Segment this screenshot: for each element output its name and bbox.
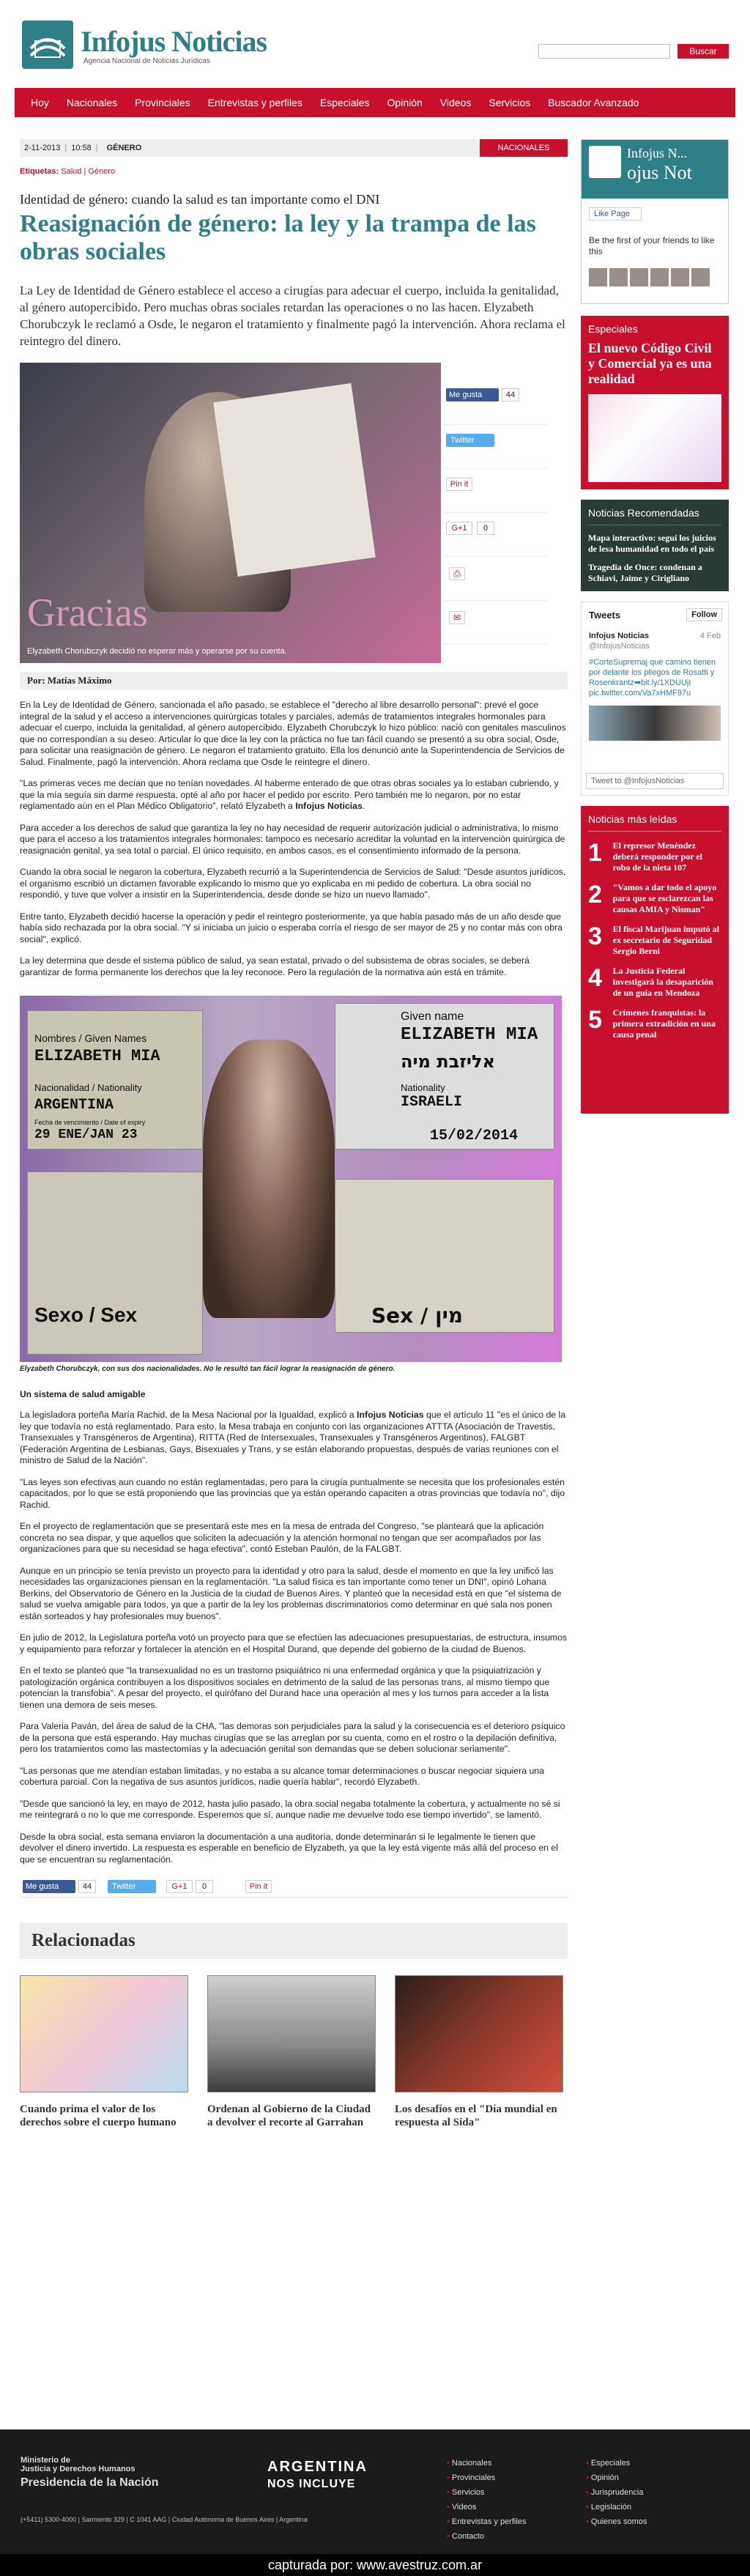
most-read-title[interactable]: Crímenes franquistas: la primera extradición en una causa penal [612, 1007, 716, 1040]
img-text: Sexo / Sex [34, 1303, 138, 1326]
email-row [443, 601, 548, 645]
tweet-author-name[interactable]: Infojus Noticias [589, 632, 649, 640]
nav-servicios[interactable]: Servicios [489, 97, 531, 108]
related-item[interactable] [20, 1975, 188, 2129]
fb-share-row [443, 381, 548, 425]
recommended-item[interactable]: Tragedia de Once: condenan a Schiavi, Jaime y Cirigliano [588, 562, 702, 583]
nav-provinciales[interactable]: Provinciales [135, 97, 190, 108]
tweets-heading [582, 602, 728, 628]
fb-cover [582, 140, 728, 199]
img-text: Nacionalidad / Nationality [34, 1082, 142, 1093]
tweet-to-input[interactable]: Tweet to @InfojusNoticias [586, 773, 724, 789]
related-heading: Relacionadas [20, 1922, 568, 1959]
pin-share-row [443, 469, 548, 513]
fb-cover-text: ojus Not [627, 162, 692, 183]
side-share-column [443, 381, 548, 645]
footer-link[interactable]: • Nacionales [447, 2456, 526, 2470]
nav-entrevistas[interactable]: Entrevistas y perfiles [207, 97, 302, 108]
fb-like-page-button[interactable]: Like Page [589, 207, 642, 221]
gplus-count-bottom: 0 [196, 1880, 213, 1893]
related-thumb[interactable] [20, 1975, 188, 2092]
especiales-title[interactable]: El nuevo Código Civil y Comercial ya es una realidad [588, 341, 712, 386]
text: que el artículo 11 "es el único de la ley que todavía no está reglamentado. Para esto, la Mesa trabaja en conjunto con las organizaciones ATTTA (Asociación de Travestis, Transexuales y Transgéneros de Argentina), RITTA (Red de Intersexuales, Transexuales y Transgéneros Argentinos), FALGBT (Federación Argentina de Lesbianas, Gays, Bisexuales y Trans, y se están elaborando propuestas, después de varias reuniones con el ministro de Salud de la Nación". [20, 1410, 566, 1465]
related-title[interactable]: Ordenan al Gobierno de la Ciudad a devolver el recorte al Garrahan [207, 2103, 371, 2128]
most-read-widget [581, 806, 729, 1114]
fb-like-button-bottom[interactable]: Me gusta [23, 1880, 75, 1893]
pin-button[interactable]: Pin it [446, 478, 472, 491]
ministry-line: Justicia y Derechos Humanos [21, 2465, 135, 2473]
email-icon[interactable]: ✉ [449, 611, 465, 624]
img-text: Nombres / Given Names [34, 1032, 147, 1044]
paragraph: "Desde que sancionó la ley, en mayo de 2012, hasta julio pasado, la obra social negaba totalmente la cobertura, y actualmente no sé si me reintegrará o no lo que me corresponde. Esperemos que sí, aunque nadie me devuelve todo ese tiempo invertido", se lamentó. [20, 1798, 560, 1820]
paragraph: Desde la obra social, esta semana enviaron la documentación a una auditoría, donde determinarán si le legalmente le tienen que devolver el dinero invertido. La respuesta es esperable en beneficio de Elyzabeth, ya que la ley está vigente más allá del proceso en el que se encuentran su reglamentación. [20, 1831, 558, 1865]
tweet-button-bottom[interactable]: Twitter [108, 1880, 156, 1893]
most-read-item[interactable] [588, 966, 721, 999]
hero-overlay-text: Gracias [27, 591, 148, 634]
fb-page-logo[interactable] [589, 146, 621, 178]
fb-friend-avatar[interactable] [650, 268, 669, 286]
text: . [362, 801, 365, 811]
hero-paper [213, 383, 376, 577]
related-item[interactable] [395, 1975, 563, 2129]
article-section[interactable]: GÉNERO [106, 144, 142, 152]
paragraph: Aunque en un principio se tenía previsto un proyecto para la identidad y otro para la salud, desde el momento en que la ley unificó las necesidades las organizaciones piensan en la reglamentación. "La salud física es tan importante como tener un DNI", opinó Lohana Berkins, del Observatorio de Género en la Justicia de la ciudad de Buenos Aires. Y planteó que la necesidad está en que "el sistema de salud se vuelva amigable para todos, ya que a partir de la ley los problemas discriminatorios como determinar en qué sala nos ponen están sorteados y hay profesionales muy buenos". [20, 1565, 562, 1621]
site-logo[interactable] [22, 21, 267, 69]
img-text: ISRAELI [401, 1094, 463, 1111]
tweet-handle[interactable]: @InfojusNoticias [589, 642, 650, 651]
tweet-date[interactable]: 4 Feb [699, 632, 721, 640]
paragraph: "Las leyes son efectivas aun cuando no están reglamentadas, pero para la cirugía puntualmente se necesita que los profesionales estén capacitados, por lo que se está proponiendo que las provincias que ya están operando capaciten a otras provincias que todavía no", dijo Rachid. [20, 1476, 565, 1510]
most-read-title[interactable]: El fiscal Marijuan imputó al ex secretario de Seguridad Sergio Berni [612, 924, 719, 956]
related-thumb[interactable] [395, 1975, 563, 2092]
footer-link[interactable]: • Provinciales [447, 2470, 526, 2485]
rank-number: 1 [588, 839, 602, 867]
text: "Las primeras veces me decían que no tenían novedades. Al haberme enterado de que otras obras sociales ya lo estaban cubriendo, y que la mía seguía sin darme respuesta, opté al año por hacer el pedido por escrito. Pero también me lo negaron, por no estar reglamentado aún en el Plan Médico Obligatorio", relató Elyzabeth a [20, 778, 559, 811]
nav-buscador[interactable]: Buscador Avanzado [548, 97, 639, 108]
passports-caption: Elyzabeth Chorubczyk, con sus dos nacionalidades. No le resultó tan fácil lograr la reasignación de género. [20, 1365, 396, 1373]
ministry-label[interactable] [21, 2456, 135, 2473]
tags: Etiquetas: Salud | Género [20, 167, 116, 176]
img-text: ELIZABETH MIA [401, 1025, 538, 1045]
gplus-count: 0 [477, 522, 494, 535]
footer-link[interactable]: • Videos [447, 2500, 526, 2514]
capture-credit: capturada por: www.avestruz.com.ar [0, 2554, 750, 2576]
img-text: Given name [401, 1010, 464, 1023]
recommended-heading: Noticias Recomendadas [588, 507, 721, 525]
print-row [443, 557, 548, 601]
paragraph [20, 778, 568, 813]
logo-icon [22, 21, 73, 69]
most-read-title[interactable]: "Vamos a dar todo el apoyo para que se esclarezcan las causas AMIA y Nisman" [612, 882, 717, 914]
header [0, 0, 750, 88]
text-bold: Infojus Noticias [295, 801, 363, 811]
footer-address: (+5411) 5300-4000 | Sarmiento 329 | C 1041 AAG | Ciudad Autónoma de Buenos Aires | Argentina [21, 2516, 308, 2523]
especiales-heading: Especiales [588, 323, 638, 335]
fb-like-count-bottom: 44 [78, 1880, 96, 1893]
footer-link[interactable]: • Contacto [447, 2529, 526, 2544]
search-input[interactable] [538, 44, 670, 59]
img-text: אליזבת מיה [401, 1051, 495, 1072]
rank-number: 3 [588, 922, 602, 950]
nav-opinion[interactable]: Opinión [387, 97, 423, 108]
search-button[interactable]: Buscar [677, 44, 729, 59]
brand-name: Infojus Noticias [81, 25, 267, 58]
nav-nacionales[interactable]: Nacionales [66, 97, 118, 108]
gplus-button-bottom[interactable]: G+1 [166, 1880, 193, 1893]
fb-friend-avatar[interactable] [589, 268, 607, 286]
tw-share-row [443, 425, 548, 469]
fb-page-title[interactable]: Infojus N... [627, 146, 687, 160]
paragraph: En el texto se planteó que "la transexualidad no es un trastorno psiquiátrico ni una enfermedad orgánica y que la psiquiatrización y patologización orgánica contribuyen a los dispositivos sociales en detrimento de la salud de las personas trans, al mismo tiempo que potencian la transfobia". A pesar del proyecto, el quirófano del Durand hace una operación al mes y los turnos para acceder a la lista tienen una demora de seis meses. [20, 1665, 550, 1710]
nav-videos[interactable]: Videos [439, 97, 472, 108]
footer-link[interactable]: • Opinión [586, 2470, 647, 2485]
related-item[interactable] [207, 1975, 376, 2129]
paragraph: Entre tanto, Elyzabeth decidió hacerse la operación y pedir el reintegro posteriormente, ya que había pasado más de un año desde que había sido rechazada por la obra social. "Y si iniciaba un juicio o esperaba corría el riesgo de ser mayor de 25 y no contar más con obra social", explicó. [20, 911, 563, 944]
most-read-title[interactable]: La Justicia Federal investigará la desaparición de un guía en Mendoza [612, 966, 713, 998]
gplus-button[interactable]: G+1 [446, 522, 472, 535]
subheading: Un sistema de salud amigable [20, 1389, 146, 1399]
fb-friend-avatar[interactable] [630, 268, 648, 286]
tweet-text[interactable]: #CorteSupremaj que camino tienen por delante los pliegos de Rosatti y Rosenkrantz➡bit.ly/1XDUUjI pic.twitter.com/Va7xHMF97u [589, 658, 716, 697]
fb-like-count: 44 [502, 388, 519, 401]
text: La legisladora porteña María Rachid, de la Mesa Nacional por la Igualdad, explicó a [20, 1410, 357, 1420]
most-read-item[interactable] [588, 840, 721, 873]
tweets-title: Tweets [589, 610, 621, 621]
article-body [20, 700, 568, 1865]
related-title[interactable]: Los desafíos en el "Día mundial en respuesta al Sida" [395, 2103, 557, 2128]
footer-link[interactable]: • Legislación [586, 2500, 647, 2514]
tag-salud[interactable]: Salud [61, 167, 82, 176]
presidency-label[interactable]: Presidencia de la Nación [21, 2476, 159, 2489]
text-bold: Infojus Noticias [357, 1410, 424, 1420]
article-kicker: Identidad de género: cuando la salud es tan importante como el DNI [20, 192, 380, 207]
id-card-left-lower [27, 1172, 203, 1355]
article-title: Reasignación de género: la ley y la trampa de las obras sociales [20, 210, 536, 265]
img-text: Fecha de vencimiento / Date of expiry [34, 1119, 146, 1126]
img-text: ELIZABETH MIA [34, 1047, 160, 1065]
print-icon[interactable]: ⎙ [449, 567, 465, 580]
gplus-share-row [443, 513, 548, 557]
tags-label: Etiquetas: [20, 167, 59, 176]
img-text: 15/02/2014 [430, 1128, 519, 1144]
portrait [203, 1040, 335, 1318]
fb-like-button[interactable]: Me gusta [446, 388, 499, 401]
paragraph: Cuando la obra social le negaron la cobertura, Elyzabeth recurrió a la Superintendencia de Servicios de Salud: "Desde asuntos jurídicos, el organismo escribió un dictamen favorable explicando lo mismo que yo explicaba en mi pedido de cobertura. La obra social no respondió, y tuve que volver a insistir en la Superintendencia, desde donde se hizo un nuevo llamado". [20, 867, 566, 900]
related-title[interactable]: Cuando prima el valor de los derechos sobre el cuerpo humano [20, 2103, 177, 2128]
footer-link[interactable]: • Especiales [586, 2456, 647, 2470]
hero-image [20, 363, 441, 663]
section-badge[interactable]: NACIONALES [480, 139, 568, 157]
fb-friend-avatar[interactable] [671, 268, 689, 286]
argentina-logo-sub: NOS INCLUYE [267, 2478, 356, 2490]
article-date: 2-11-2013 [24, 144, 61, 152]
paragraph: En el proyecto de reglamentación que se presentará este mes en la mesa de entrada del Congreso, "se planteará que la aplicación concreta no sea dispar, y que aquellos que soliciten la adecuación y la atención hormonal no tengan que ser acompañados por las organizaciones para que su necesidad se haga efectiva", contó Esteban Paulón, de la FALGBT. [20, 1521, 544, 1554]
paragraph: "Las personas que me atendían estaban limitadas, y no estaba a su alcance tomar determinaciones o buscar negociar siquiera una cobertura parcial. Con la negativa de sus asuntos jurídicos, nadie quería hablar", recordó Elyzabeth. [20, 1765, 544, 1787]
fb-friend-avatar[interactable] [691, 268, 710, 286]
paragraph [20, 1410, 568, 1467]
recommended-widget [581, 500, 729, 591]
most-read-heading: Noticias más leídas [588, 813, 721, 832]
fb-friend-avatar[interactable] [609, 268, 628, 286]
footer-links-col1 [447, 2456, 526, 2544]
brand-tagline: Agencia Nacional de Noticias Jurídicas [83, 57, 210, 65]
paragraph: La ley determina que desde el sistema público de salud, ya sean estatal, privado o del subsistema de obras sociales, se deberá garantizar de forma permanente los derechos que la ley reconoce. Pero la regulación de la normativa aún está en trámite. [20, 955, 530, 977]
especiales-widget[interactable] [581, 316, 729, 489]
article-meta: 2-11-2013 | 10:58 | GÉNERO NACIONALES [20, 139, 568, 157]
recommended-item[interactable]: Mapa interactivo: seguí los juicios de lesa humanidad en todo el país [588, 533, 716, 554]
footer-link[interactable]: • Entrevistas y perfiles [447, 2514, 526, 2529]
rank-number: 5 [588, 1006, 602, 1034]
footer-link[interactable]: • Jurisprudencia [586, 2485, 647, 2500]
article-time: 10:58 [71, 144, 92, 152]
tag-genero[interactable]: Género [88, 167, 116, 176]
paragraph: En la Ley de Identidad de Género, sancionada el año pasado, se establece el "derecho al libre desarrollo personal": prevé el goce integral de la salud y el acceso a intervenciones quirúrgicas totales y parciales, además de tratamientos integrales hormonales para adecuar el cuerpo, incluida la genitalidad, al género autopercibido. Elyzabeth Chorubczyk lo hizo público: nació con genitales masculinos que no correspondían a su deseo. Articular lo que dice la ley con la práctica no fue tan fácil cuando se presentó a su obra social, Osde, para solicitar una reasignación de género. Le negaron el tratamiento gratuito. Ella los denunció ante la Superintendencia de Servicios de Salud. Finalmente, pagó la intervención. Ahora reclama que Osde le reintegre el dinero. [20, 700, 566, 767]
tweet-author[interactable] [582, 628, 728, 654]
footer-links-col2 [586, 2456, 647, 2529]
most-read-item[interactable] [588, 924, 721, 957]
facebook-widget [581, 139, 729, 304]
author-line: Por: Matías Máximo [20, 672, 568, 689]
footer-link[interactable]: • Quienes somos [586, 2514, 647, 2529]
sidebar [581, 139, 729, 1114]
passports-image [20, 996, 562, 1362]
paragraph: En julio de 2012, la Legislatura porteña votó un proyecto para que se efectúen las adecuaciones presupuestarias, de estructura, insumos y equipamiento para reforzar y fortalecer la atención en el Hospital Durand, que depende del gobierno de la ciudad de Buenos. [20, 1632, 568, 1654]
hero-caption: Elyzabeth Chorubczyk decidió no esperar más y operarse por su cuenta. [27, 647, 287, 656]
rank-number: 2 [588, 881, 602, 908]
argentina-logo: ARGENTINA [267, 2459, 368, 2475]
pin-button-bottom[interactable]: Pin it [245, 1880, 272, 1893]
twitter-follow-button[interactable]: Follow [686, 608, 722, 621]
main-nav [15, 88, 735, 117]
nav-hoy[interactable]: Hoy [31, 97, 49, 108]
fb-friends-text: Be the first of your friends to like this [589, 235, 715, 256]
paragraph: Para Valeria Paván, del área de salud de la CHA, "las demoras son perjudiciales para la salud y la consecuencia es el deterioro psíquico de la persona que está esperando. Hay muchas cirugías que se las arreglan por su cuenta, como en el rostro o la depilación definitiva, pero los tratamientos como las mastectomías y la adecuación genital son demandas que se deben solucionar seriamente". [20, 1721, 565, 1754]
article-lead: La Ley de Identidad de Género establece el acceso a cirugías para adecuar el cuerpo, incluida la genitalidad, al género autopercibido. Pero muchas obras sociales retardan las operaciones o no las hacen. Elyzabeth Chorubczyk le reclamó a Osde, le negaron el tratamiento y finalmente pagó la intervención. Ahora reclama el reintegro del dinero. [20, 284, 565, 348]
related-thumb[interactable] [207, 1975, 376, 2092]
img-text: Nationality [401, 1082, 445, 1093]
most-read-item[interactable] [588, 1007, 721, 1040]
especiales-image[interactable] [588, 394, 721, 482]
paragraph: Para acceder a los derechos de salud que garantiza la ley no hay necesidad de requerir autorización judicial o administrativa, lo mismo que para el acceso a los tratamientos integrales hormonales: tampoco es necesario acreditar la voluntad en la intervención quirúrgica de reasignación genital, ya sea total o parcial. El único requisito, en ambos casos, es el consentimiento informado de la persona. [20, 822, 565, 856]
related-list [20, 1975, 568, 2129]
rank-number: 4 [588, 964, 602, 992]
twitter-widget [581, 602, 729, 796]
img-text: ARGENTINA [34, 1097, 114, 1114]
tweet-button[interactable]: Twitter [446, 434, 494, 447]
footer-link[interactable]: • Servicios [447, 2485, 526, 2500]
img-text: 29 ENE/JAN 23 [34, 1128, 138, 1142]
tweet-image[interactable] [589, 706, 721, 741]
most-read-title[interactable]: El represor Menéndez deberá responder por el robo de la nieta 107 [612, 840, 702, 873]
bottom-share-bar [20, 1877, 568, 1898]
most-read-item[interactable] [588, 882, 721, 915]
img-text: Sex / מין [371, 1303, 464, 1328]
nav-especiales[interactable]: Especiales [319, 97, 370, 108]
ministry-line: Ministerio de [21, 2456, 70, 2465]
